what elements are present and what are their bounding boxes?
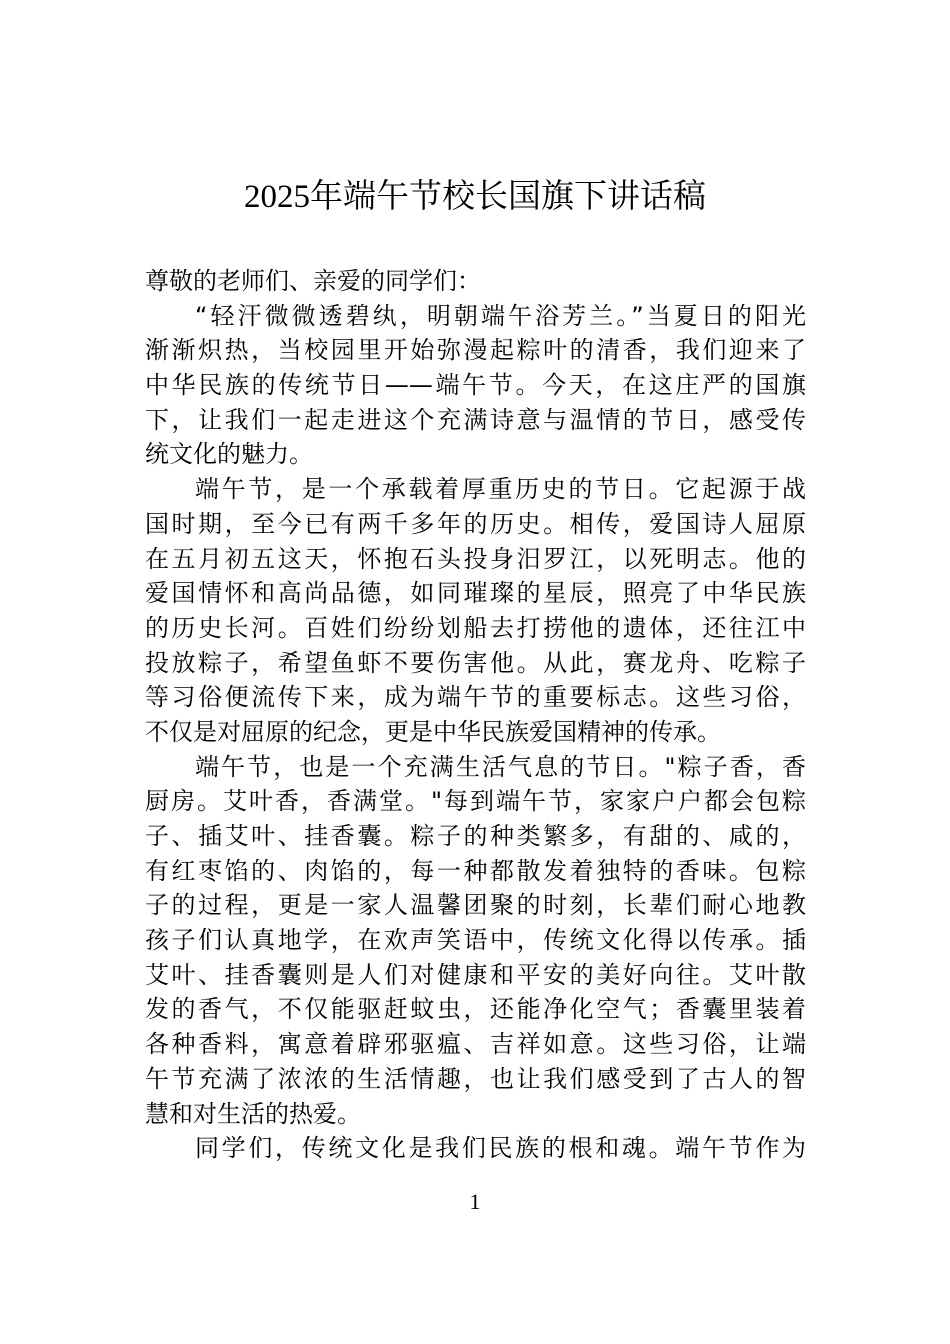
text-line: 的历史长河。百姓们纷纷划船去打捞他的遗体，还往江中 [145, 613, 806, 642]
paragraph [145, 1131, 806, 1166]
text-line: 孩子们认真地学，在欢声笑语中，传统文化得以传承。插 [145, 926, 806, 955]
text-line: 厨房。艾叶香，香满堂。"每到端午节，家家户户都会包粽 [145, 787, 806, 816]
text-line: 子的过程，更是一家人温馨团聚的时刻，长辈们耐心地教 [145, 891, 806, 920]
document-title: 2025年端午节校长国旗下讲话稿 [244, 179, 706, 215]
text-line: 尊敬的老师们、亲爱的同学们： [145, 267, 481, 295]
text-line: 端午节，也是一个充满生活气息的节日。"粽子香，香 [195, 752, 806, 781]
text-line: 等习俗便流传下来，成为端午节的重要标志。这些习俗， [145, 683, 806, 712]
text-line: 爱国情怀和高尚品德，如同璀璨的星辰，照亮了中华民族 [145, 579, 806, 608]
text-line: 下，让我们一起走进这个充满诗意与温情的节日，感受传 [145, 405, 806, 434]
paragraph [145, 264, 806, 299]
text-line: 统文化的魅力。 [145, 440, 313, 469]
paragraph [145, 750, 806, 1132]
text-line: 各种香料，寓意着辟邪驱瘟、吉祥如意。这些习俗，让端 [145, 1030, 806, 1059]
text-line: 子、插艾叶、挂香囊。粽子的种类繁多，有甜的、咸的， [145, 822, 806, 850]
text-line: 慧和对生活的热爱。 [145, 1099, 361, 1128]
text-line: “轻汗微微透碧纨，明朝端午浴芳兰。”当夏日的阳光 [195, 301, 806, 330]
text-line: 渐渐炽热，当校园里开始弥漫起粽叶的清香，我们迎来了 [145, 336, 806, 365]
document-body [145, 264, 806, 1166]
paragraph [145, 299, 806, 472]
text-line: 有红枣馅的、肉馅的，每一种都散发着独特的香味。包粽 [145, 856, 806, 885]
paragraph [145, 472, 806, 750]
text-line: 国时期，至今已有两千多年的历史。相传，爱国诗人屈原 [145, 509, 806, 538]
text-line: 不仅是对屈原的纪念，更是中华民族爱国精神的传承。 [145, 717, 721, 746]
text-line: 同学们，传统文化是我们民族的根和魂。端午节作为 [195, 1134, 806, 1163]
text-line: 端午节，是一个承载着厚重历史的节日。它起源于战 [195, 475, 806, 504]
text-line: 中华民族的传统节日——端午节。今天，在这庄严的国旗 [145, 371, 806, 400]
text-line: 午节充满了浓浓的生活情趣，也让我们感受到了古人的智 [145, 1064, 806, 1093]
page-number: 1 [469, 1189, 481, 1214]
text-line: 在五月初五这天，怀抱石头投身汨罗江，以死明志。他的 [145, 544, 806, 573]
text-line: 投放粽子，希望鱼虾不要伤害他。从此，赛龙舟、吃粽子 [145, 648, 806, 677]
text-line: 艾叶、挂香囊则是人们对健康和平安的美好向往。艾叶散 [145, 960, 806, 989]
text-line: 发的香气，不仅能驱赶蚊虫，还能净化空气；香囊里装着 [145, 995, 806, 1024]
